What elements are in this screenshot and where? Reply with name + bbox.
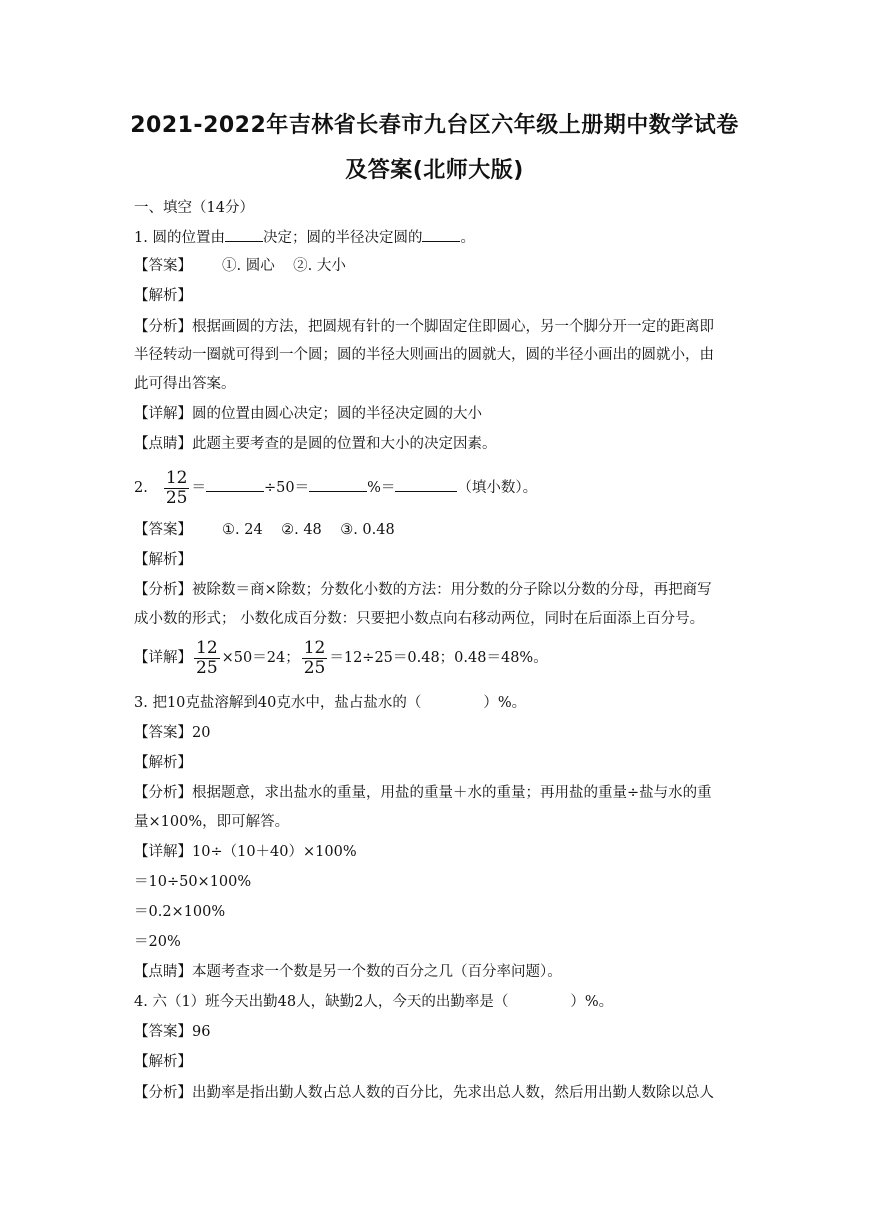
answer-blank xyxy=(225,227,263,242)
analysis-heading: 【解析】 xyxy=(134,755,192,771)
fraction: $\frac{12}{25}$ xyxy=(165,467,188,508)
detail-text: ＝10÷50×100% xyxy=(134,874,252,890)
answer-line: 【答案】20 xyxy=(134,725,211,741)
fraction: $\frac{12}{25}$ xyxy=(303,637,326,678)
question-2: 2. $\frac{12}{25}$ ＝ ÷50＝ %＝ （填小数）。 xyxy=(134,467,538,508)
comment-text: 【点睛】此题主要考查的是圆的位置和大小的决定因素。 xyxy=(134,436,497,452)
analysis-text: 半径转动一圈就可得到一个圆；圆的半径大则画出的圆就大，圆的半径小画出的圆就小，由 xyxy=(134,347,714,363)
document-title-line2: 及答案(北师大版) xyxy=(345,158,524,183)
answer-blank xyxy=(206,477,264,492)
analysis-text: 【分析】被除数＝商×除数；分数化小数的方法：用分数的分子除以分数的分母，再把商写 xyxy=(134,582,712,598)
analysis-text: 成小数的形式； 小数化成百分数：只要把小数点向右移动两位，同时在后面添上百分号。 xyxy=(134,611,705,627)
analysis-text: 【分析】根据画圆的方法，把圆规有针的一个脚固定住即圆心，另一个脚分开一定的距离即 xyxy=(134,319,714,335)
section-heading: 一、填空（14分） xyxy=(134,200,254,216)
answer-blank xyxy=(422,227,460,242)
answer-line: 【答案】 ①. 圆心 ②. 大小 xyxy=(134,258,346,274)
analysis-heading: 【解析】 xyxy=(134,552,192,568)
analysis-text: 此可得出答案。 xyxy=(134,376,236,392)
answer-blank xyxy=(309,477,367,492)
detail-text: ＝20% xyxy=(134,934,181,950)
detail-text: 【详解】 $\frac{12}{25}$ ×50＝24； $\frac{12}{25}$ ＝12÷25＝0.48；0.48＝48%。 xyxy=(134,637,548,678)
analysis-heading: 【解析】 xyxy=(134,288,192,304)
detail-text: 【详解】圆的位置由圆心决定；圆的半径决定圆的大小 xyxy=(134,406,482,422)
question-1: 1. 圆的位置由 决定；圆的半径决定圆的 。 xyxy=(134,227,744,248)
answer-blank xyxy=(395,477,457,492)
analysis-text: 量×100%，即可解答。 xyxy=(134,814,290,830)
analysis-text: 【分析】根据题意，求出盐水的重量，用盐的重量＋水的重量；再用盐的重量÷盐与水的重 xyxy=(134,785,712,801)
fraction: $\frac{12}{25}$ xyxy=(196,637,218,678)
detail-text: ＝0.2×100% xyxy=(134,904,226,920)
analysis-text: 【分析】出勤率是指出勤人数占总人数的百分比，先求出总人数，然后用出勤人数除以总人 xyxy=(134,1085,714,1101)
analysis-heading: 【解析】 xyxy=(134,1054,192,1070)
answer-line: 【答案】 ①. 24 ②. 48 ③. 0.48 xyxy=(134,522,395,538)
document-title-line1: 2021-2022年吉林省长春市九台区六年级上册期中数学试卷 xyxy=(130,113,739,138)
detail-text: 【详解】10÷（10＋40）×100% xyxy=(134,844,357,860)
question-3: 3. 把10克盐溶解到40克水中，盐占盐水的（ ）%。 xyxy=(134,695,527,711)
comment-text: 【点睛】本题考查求一个数是另一个数的百分之几（百分率问题）。 xyxy=(134,964,562,980)
question-4: 4. 六（1）班今天出勤48人，缺勤2人，今天的出勤率是（ ）%。 xyxy=(134,994,614,1010)
answer-line: 【答案】96 xyxy=(134,1024,211,1040)
